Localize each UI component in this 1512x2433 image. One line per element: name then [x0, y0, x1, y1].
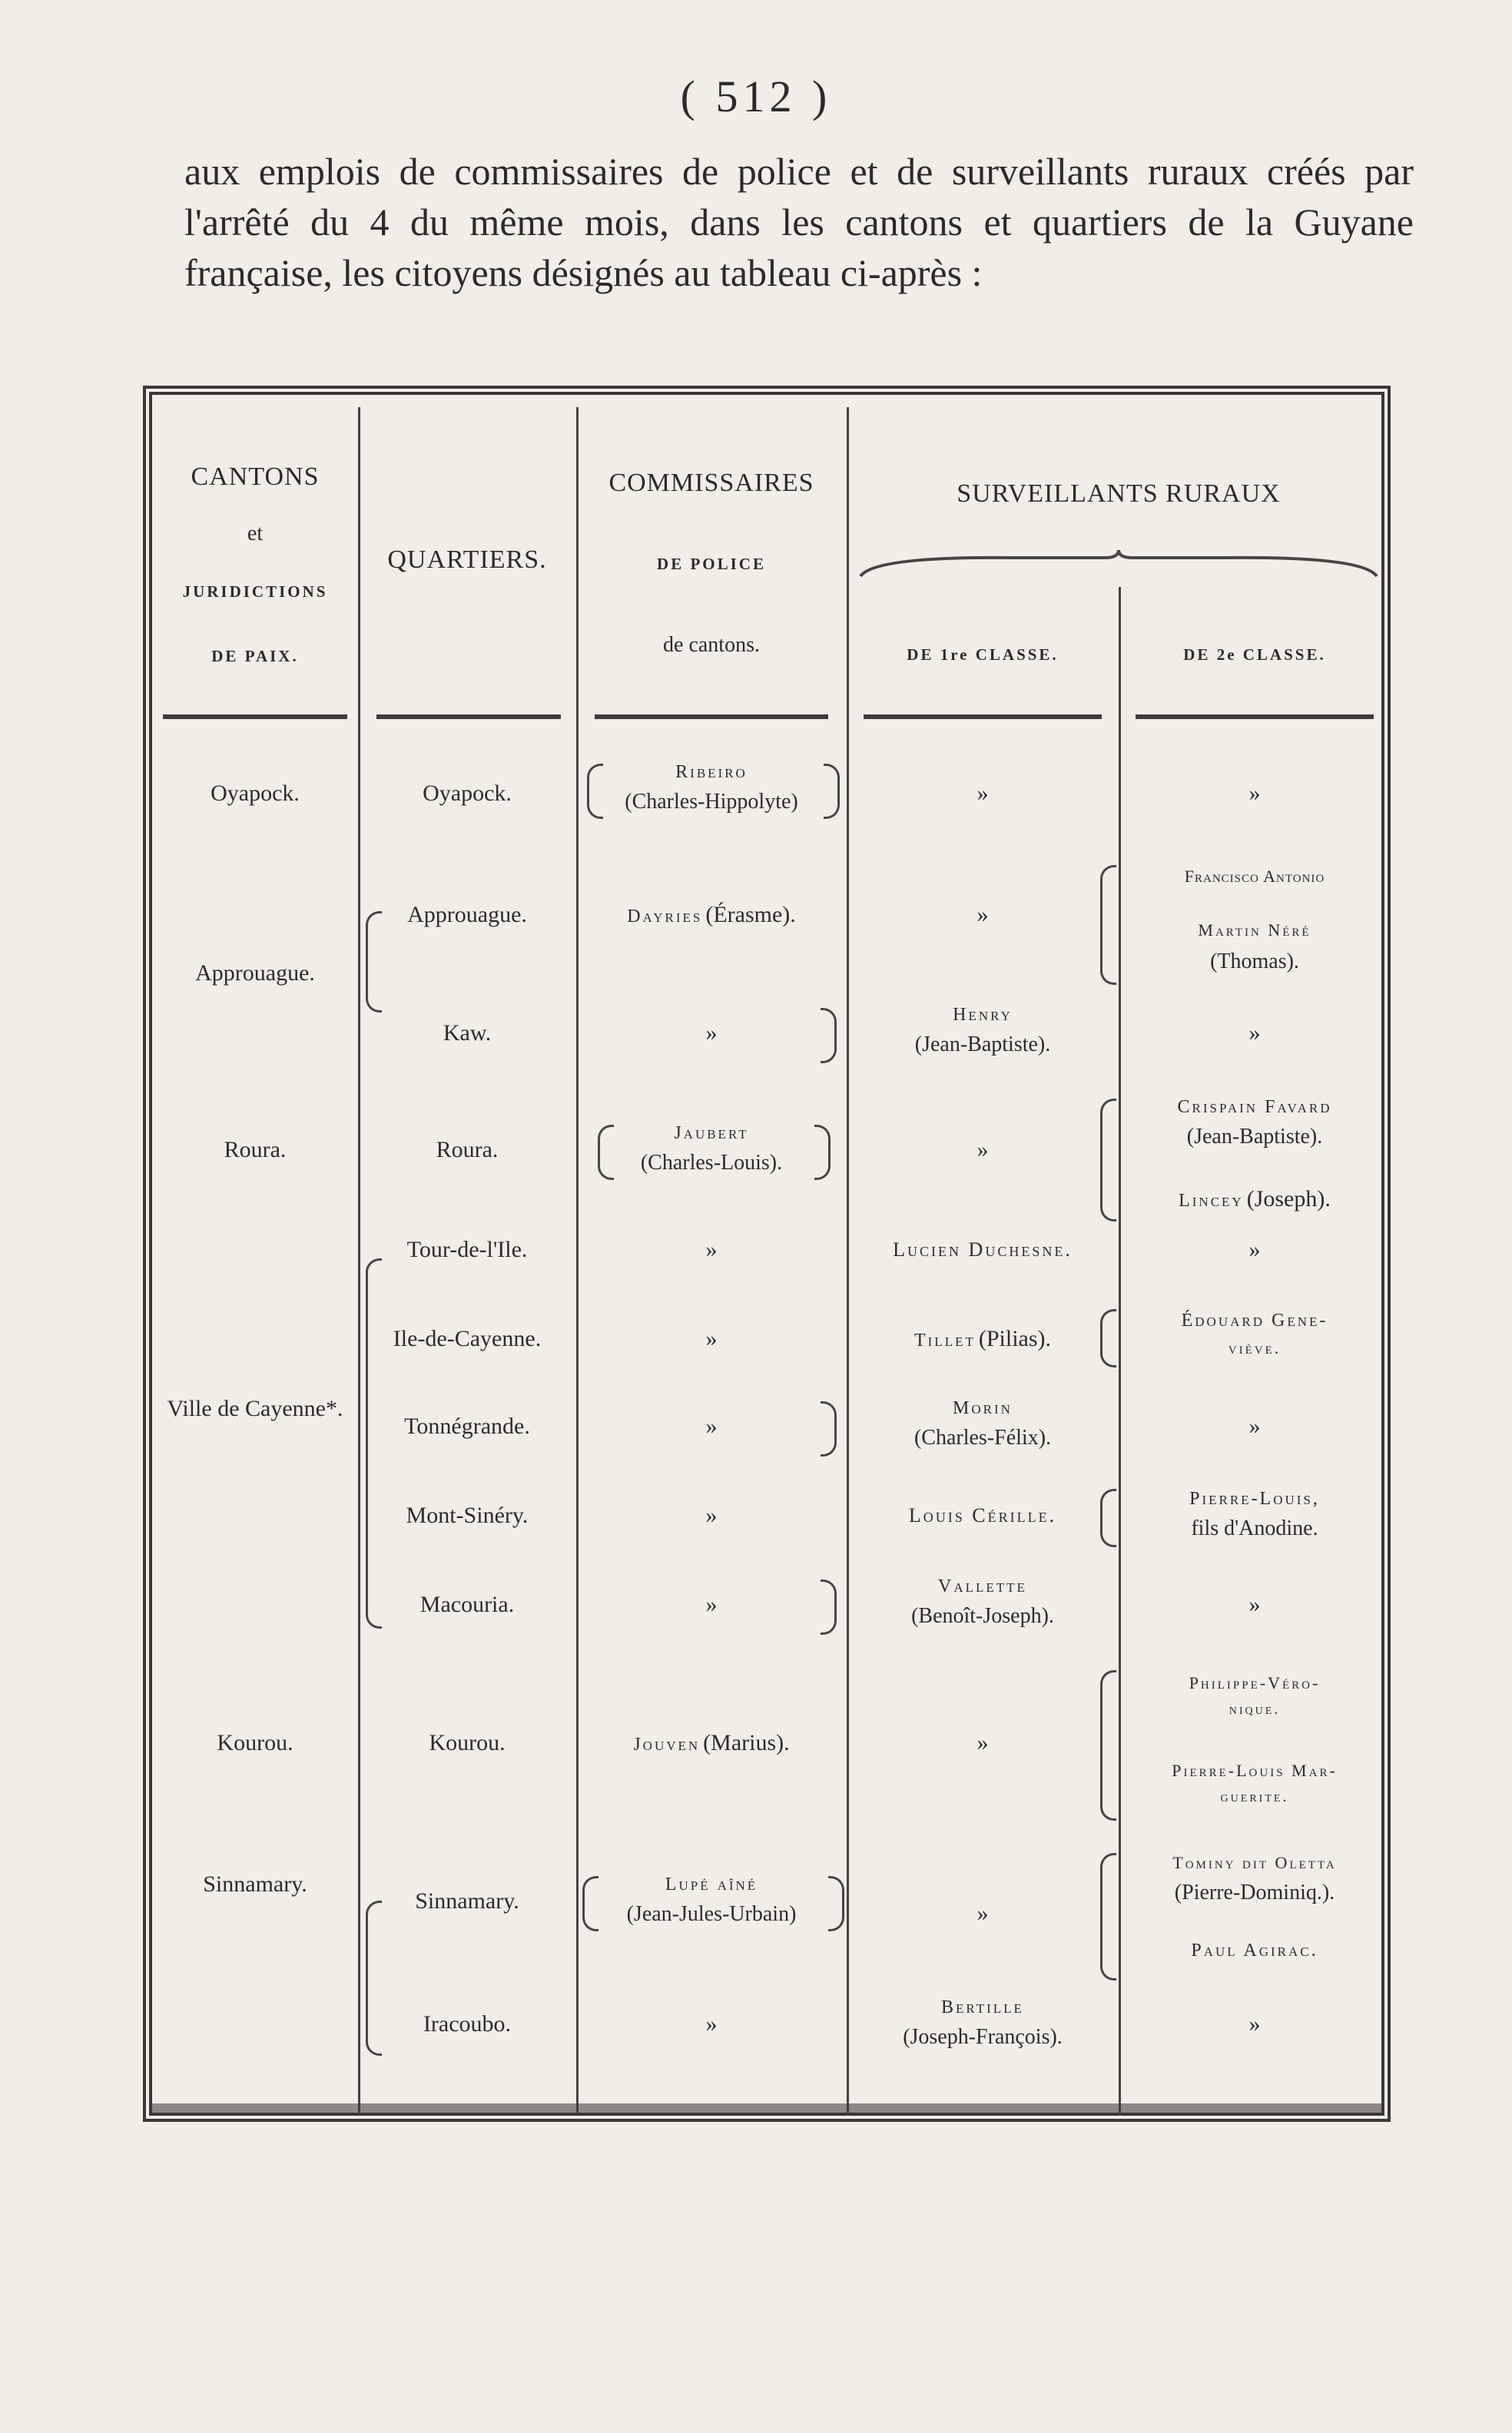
- brace: [1100, 1309, 1116, 1367]
- quartier: Mont-Sinéry.: [406, 1503, 529, 1528]
- quartier: Kaw.: [443, 1020, 492, 1046]
- commissaire-detail: (Charles-Louis).: [640, 1151, 783, 1175]
- brace: [824, 764, 840, 819]
- ditto: »: [1248, 1237, 1261, 1262]
- surveillant-first-tillet: [847, 1326, 1119, 1352]
- header-juridictions: JURIDICTIONS: [182, 582, 328, 601]
- brace: [821, 1579, 837, 1635]
- surveillant-second-name: Francisco Antonio: [1184, 867, 1325, 886]
- brace: [1100, 865, 1116, 985]
- surveillant-first-name: Vallette: [938, 1576, 1027, 1596]
- commissaire-detail: (Jean-Jules-Urbain): [626, 1902, 797, 1926]
- ditto: »: [705, 1592, 718, 1617]
- quartier: Macouria.: [419, 1592, 515, 1617]
- surveillant-first-detail: (Charles-Félix).: [914, 1426, 1052, 1450]
- ditto: »: [705, 2011, 718, 2037]
- brace: [598, 1125, 614, 1180]
- header-de-police: DE POLICE: [657, 555, 766, 573]
- quartier: Kourou.: [429, 1730, 506, 1755]
- commissaire-name: Lupé aîné: [665, 1874, 758, 1894]
- surveillant-second-name: viève.: [1228, 1338, 1282, 1357]
- brace: [1100, 1853, 1116, 1981]
- surveillant-first-name: Bertille: [941, 1997, 1024, 2017]
- brace: [1100, 1099, 1116, 1221]
- header-first-class: DE 1re CLASSE.: [907, 645, 1059, 664]
- canton-sinnamary: Sinnamary.: [203, 1871, 307, 1897]
- brace: [1100, 1489, 1116, 1547]
- quartier: Iracoubo.: [423, 2011, 512, 2037]
- ditto: »: [976, 781, 989, 806]
- surveillant-second-detail: (Jean-Baptiste).: [1186, 1125, 1323, 1149]
- brace: [821, 1401, 837, 1457]
- page-number: ( 512 ): [680, 71, 832, 121]
- header-second-class: DE 2e CLASSE.: [1183, 645, 1326, 664]
- ditto: »: [705, 1020, 718, 1046]
- header-commissaires: COMMISSAIRES: [608, 469, 814, 497]
- surveillant-second-name: Tominy dit Oletta: [1172, 1853, 1337, 1872]
- quartier: Tour-de-l'Ile.: [406, 1237, 528, 1262]
- ditto: »: [705, 1237, 718, 1262]
- ditto: »: [705, 1503, 718, 1528]
- surveillant-second-detail: (Joseph).: [1246, 1186, 1331, 1212]
- header-et: et: [247, 522, 264, 545]
- rule: [376, 714, 561, 719]
- ditto: »: [705, 1326, 718, 1351]
- surveillant-second-name: Pierre-Louis,: [1189, 1489, 1320, 1509]
- commissaire-name: Ribeiro: [675, 762, 748, 782]
- ditto: »: [1248, 2011, 1261, 2037]
- surveillant-first-name: Henry: [953, 1005, 1013, 1025]
- intro-paragraph: aux emplois de commissaires de police et de surveillants ruraux créés par l'arrêté du 4 du même mois, dans les cantons et quartiers de la Guyane française, les citoyens désignés au tableau ci-après :: [184, 150, 1414, 294]
- surveillant-first-detail: (Benoît-Joseph).: [911, 1604, 1054, 1628]
- surveillant-second-detail: fils d'Anodine.: [1191, 1516, 1318, 1540]
- brace: [1100, 1670, 1116, 1821]
- surveillant-first-detail: (Pilias).: [978, 1326, 1052, 1351]
- rule: [595, 714, 828, 719]
- ditto: »: [705, 1414, 718, 1439]
- rule: [864, 714, 1102, 719]
- commissaire-detail: (Marius).: [703, 1730, 790, 1755]
- appointments-table: [143, 386, 1391, 2122]
- canton-roura: Roura.: [224, 1137, 287, 1162]
- commissaire-detail: (Charles-Hippolyte): [625, 790, 798, 814]
- canton-oyapock: Oyapock.: [211, 781, 300, 806]
- header-de-cantons: de cantons.: [663, 633, 760, 657]
- brace: [821, 1008, 837, 1063]
- brace: [828, 1876, 844, 1931]
- surveillant-first-name: Tillet: [914, 1331, 976, 1351]
- commissaire-name: Dayries: [627, 907, 703, 926]
- ditto: »: [1248, 781, 1261, 806]
- ditto: »: [976, 1730, 989, 1755]
- surveillant-second-name: Crispain Favard: [1177, 1097, 1332, 1117]
- canton-approuague: Approuague.: [195, 960, 315, 986]
- brace: [587, 764, 603, 819]
- quartier: Approuague.: [407, 902, 527, 927]
- surveillant-second-name: Martin Néré: [1198, 920, 1311, 940]
- brace-decoration: [859, 549, 1378, 579]
- brace: [814, 1125, 831, 1180]
- quartier: Roura.: [436, 1137, 499, 1162]
- surveillant-first-detail: (Joseph-François).: [903, 2025, 1063, 2049]
- commissaire-detail: (Érasme).: [705, 902, 796, 927]
- ditto: »: [976, 902, 989, 927]
- surveillant-first-name: Morin: [953, 1398, 1013, 1418]
- surveillant-second-name: Paul Agirac.: [1191, 1941, 1318, 1961]
- quartier: Sinnamary.: [415, 1888, 519, 1914]
- header-de-paix: DE PAIX.: [211, 647, 299, 665]
- surveillant-second-name: Pierre-Louis Mar-: [1172, 1761, 1338, 1780]
- rule: [163, 714, 347, 719]
- surveillant-first-name: Lucien Duchesne.: [893, 1238, 1073, 1261]
- surveillant-second-name: Philippe-Véro-: [1189, 1673, 1321, 1692]
- quartier: Tonnégrande.: [404, 1414, 530, 1439]
- surveillant-first-name: Louis Cérille.: [908, 1504, 1057, 1526]
- commissaire-name: Jaubert: [674, 1123, 749, 1143]
- commissaire-name: Jouven: [633, 1735, 701, 1755]
- header-quartiers: QUARTIERS.: [387, 545, 547, 574]
- surveillant-second-name: Lincey: [1179, 1191, 1244, 1211]
- surveillant-second-lincey: [1119, 1186, 1391, 1212]
- surveillant-second-detail: (Thomas).: [1210, 950, 1299, 973]
- brace: [582, 1876, 598, 1931]
- header-surveillants: SURVEILLANTS RURAUX: [957, 479, 1281, 508]
- ditto: »: [976, 1137, 989, 1162]
- commissaire-kourou: [576, 1730, 847, 1756]
- rule: [1136, 714, 1374, 719]
- canton-cayenne: Ville de Cayenne*.: [167, 1396, 343, 1421]
- brace: [366, 1258, 382, 1629]
- ditto: »: [1248, 1020, 1261, 1046]
- quartier: Ile-de-Cayenne.: [393, 1326, 542, 1351]
- header-cantons: CANTONS: [191, 462, 320, 491]
- ditto: »: [976, 1901, 989, 1926]
- canton-kourou: Kourou.: [217, 1730, 293, 1755]
- commissaire-approuague: [576, 902, 847, 928]
- surveillant-second-name: Édouard Gene-: [1181, 1311, 1328, 1331]
- quartier: Oyapock.: [423, 781, 512, 806]
- surveillant-second-name: guerite.: [1220, 1788, 1289, 1805]
- ditto: »: [1248, 1592, 1261, 1617]
- surveillant-second-detail: (Pierre-Dominiq.).: [1174, 1881, 1335, 1904]
- ditto: »: [1248, 1414, 1261, 1439]
- surveillant-first-detail: (Jean-Baptiste).: [914, 1033, 1051, 1056]
- surveillant-second-name: nique.: [1228, 1701, 1281, 1718]
